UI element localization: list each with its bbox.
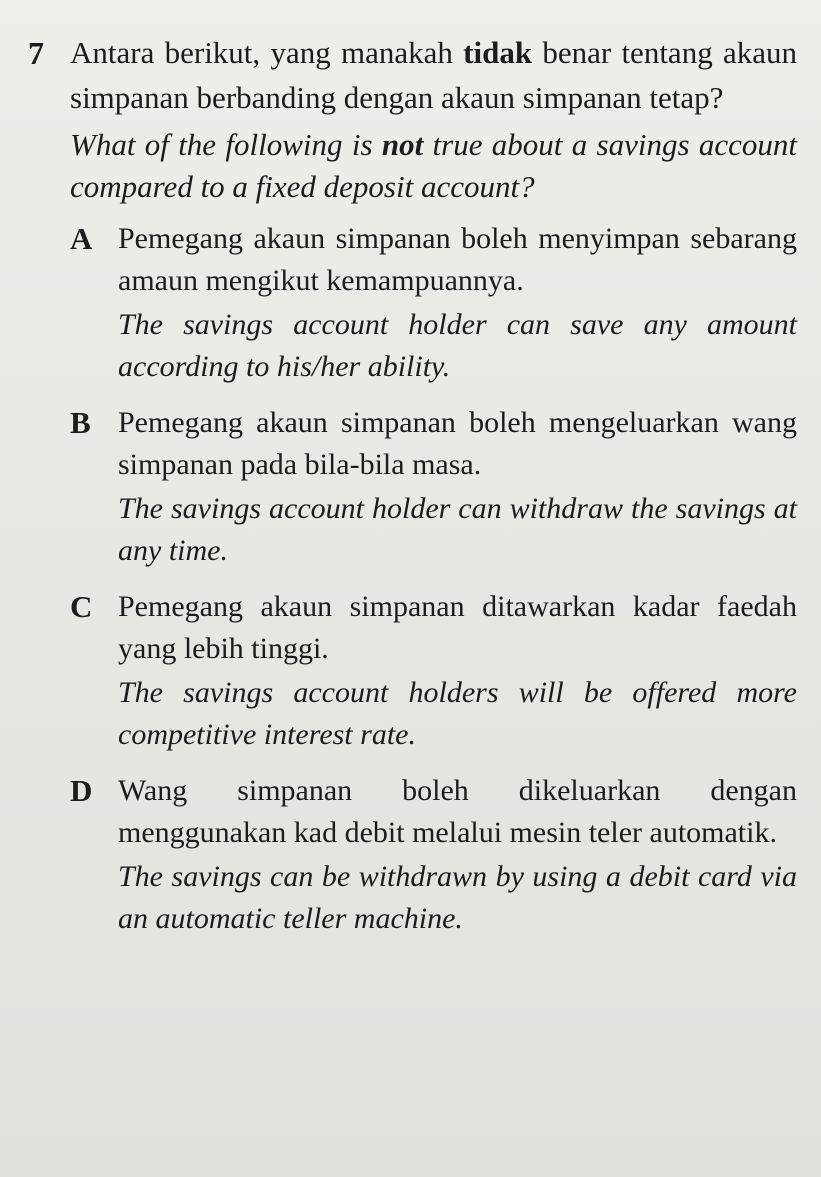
option-text [118,218,797,388]
stem-malay-emphasis: tidak [463,35,533,70]
question-stem-malay [70,30,797,120]
stem-english-emphasis: not [381,127,424,162]
option-text [118,402,797,572]
question-body [70,30,797,954]
option-c-english: The savings account holders will be offered more competitive interest rate. [118,676,797,751]
option-d[interactable] [70,770,797,940]
stem-malay-part-2: benar tentang akaun simpanan berbanding dengan akaun simpanan tetap? [70,35,797,115]
option-letter: C [70,589,93,624]
option-b[interactable] [70,402,797,572]
question-7 [28,30,797,954]
option-b-malay: Pemegang akaun simpanan boleh mengeluarkan wang simpanan pada bila-bila masa. [118,406,797,481]
option-c-malay: Pemegang akaun simpanan ditawarkan kadar faedah yang lebih tinggi. [118,590,797,665]
stem-malay-part-1: Antara berikut, yang manakah [70,35,464,70]
question-number: 7 [28,35,44,71]
option-a-malay: Pemegang akaun simpanan boleh menyimpan sebarang amaun mengikut kemampuannya. [118,222,797,297]
option-text [118,586,797,756]
option-letter: D [70,773,93,808]
option-letter: A [70,221,93,256]
stem-english-part-2: true about a savings account compared to a fixed deposit account? [70,127,797,204]
option-text [118,770,797,940]
question-stem-english [70,124,797,208]
option-a-english: The savings account holder can save any amount according to his/her ability. [118,308,797,383]
stem-english-part-1: What of the following is [70,127,382,162]
option-letter: B [70,405,91,440]
option-b-english: The savings account holder can withdraw the savings at any time. [118,492,797,567]
option-a[interactable] [70,218,797,388]
option-d-malay: Wang simpanan boleh dikeluarkan dengan menggunakan kad debit melalui mesin teler automatik. [118,774,797,849]
option-c[interactable] [70,586,797,756]
option-d-english: The savings can be withdrawn by using a debit card via an automatic teller machine. [118,860,797,935]
